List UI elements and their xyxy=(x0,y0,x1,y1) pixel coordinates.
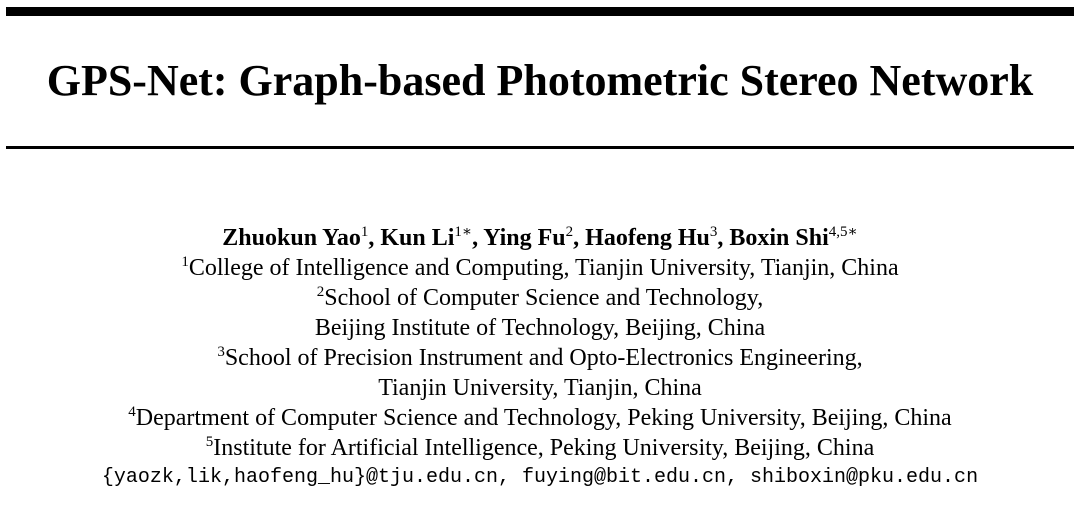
affiliation-text: College of Intelligence and Computing, Tianjin University, Tianjin, China xyxy=(188,255,899,281)
affiliation-text: Beijing Institute of Technology, Beijing, China xyxy=(314,315,766,341)
affiliation-mark: 3 xyxy=(217,344,225,360)
author-affiliation-mark: 1∗ xyxy=(454,224,473,240)
affiliation-mark: 1 xyxy=(181,254,189,270)
author-name-text: Haofeng Hu xyxy=(585,225,710,251)
author-list xyxy=(0,223,1080,253)
affiliation-text: Department of Computer Science and Technology, Peking University, Beijing, China xyxy=(135,405,952,431)
affiliation-5 xyxy=(0,433,1080,463)
author-name-text: Kun Li xyxy=(380,225,455,251)
author-separator: , xyxy=(717,225,730,251)
author-separator: , xyxy=(368,225,381,251)
affiliation-text: Tianjin University, Tianjin, China xyxy=(378,375,702,401)
author-separator: , xyxy=(472,225,484,251)
author-affiliation-mark: 4,5∗ xyxy=(828,224,858,240)
author-affiliation-mark: 3 xyxy=(709,224,718,240)
author-name xyxy=(729,225,857,251)
affiliation-mark: 2 xyxy=(316,284,325,300)
author-name-text: Boxin Shi xyxy=(729,225,829,251)
author-separator: , xyxy=(573,225,586,251)
affiliation-2-continued xyxy=(0,313,1080,343)
title-bottom-rule xyxy=(6,146,1074,149)
affiliation-text: School of Precision Instrument and Opto-Electronics Engineering, xyxy=(224,345,863,371)
affiliation-text: School of Computer Science and Technology, xyxy=(324,285,764,311)
author-name xyxy=(585,225,717,251)
author-name xyxy=(380,225,472,251)
affiliation-3 xyxy=(0,343,1080,373)
author-block xyxy=(0,223,1080,493)
top-rule xyxy=(6,7,1074,16)
author-name-text: Zhuokun Yao xyxy=(222,225,361,251)
author-name xyxy=(483,225,573,251)
author-name xyxy=(222,225,368,251)
affiliation-mark: 4 xyxy=(128,404,136,420)
affiliation-text: Institute for Artificial Intelligence, Peking University, Beijing, China xyxy=(213,435,875,461)
author-emails: {yaozk,lik,haofeng_hu}@tju.edu.cn, fuying@bit.edu.cn, shiboxin@pku.edu.cn xyxy=(101,466,979,489)
author-affiliation-mark: 2 xyxy=(565,224,574,240)
affiliation-mark: 5 xyxy=(205,434,214,450)
paper-title: GPS-Net: Graph-based Photometric Stereo Network xyxy=(46,56,1034,105)
author-affiliation-mark: 1 xyxy=(360,224,369,240)
affiliation-4 xyxy=(0,403,1080,433)
author-name-text: Ying Fu xyxy=(483,225,566,251)
affiliation-2 xyxy=(0,283,1080,313)
affiliation-3-continued xyxy=(0,373,1080,403)
affiliation-1 xyxy=(0,253,1080,283)
